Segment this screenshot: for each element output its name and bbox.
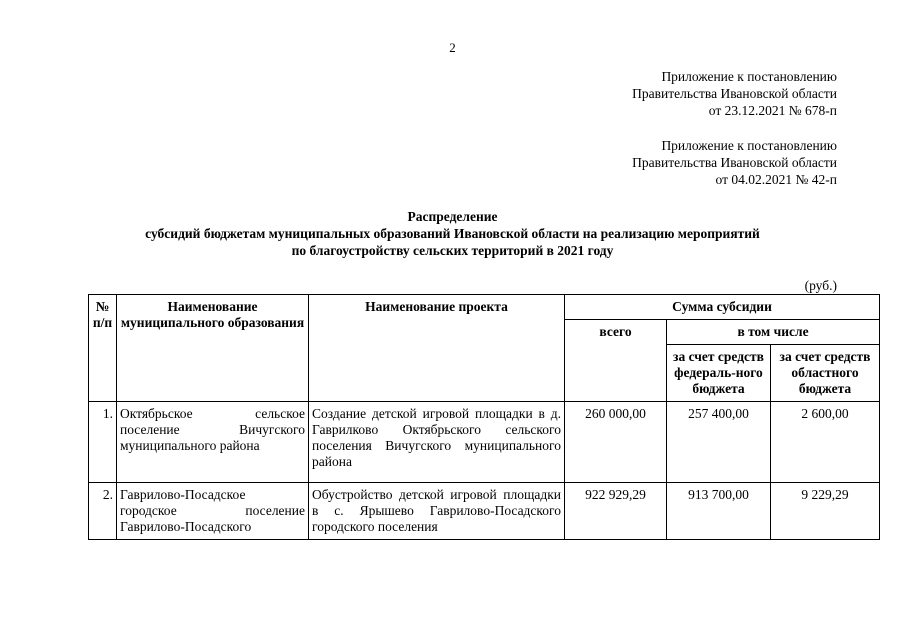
cell-federal: 257 400,00 (667, 402, 771, 483)
appendix-line: Правительства Ивановской области (632, 155, 837, 170)
table-row (89, 402, 880, 483)
appendix-line: Приложение к постановлению (661, 69, 837, 84)
appendix-line: Приложение к постановлению (661, 138, 837, 153)
cell-num: 1. (89, 402, 117, 483)
cell-municipality: Октябрьское сельское поселение Вичугского муниципального района (117, 402, 309, 483)
header-total: всего (565, 320, 667, 402)
cell-project: Обустройство детской игровой площадки в с. Ярышево Гаврилово-Посадского городского поселения (309, 483, 565, 540)
table-row (89, 483, 880, 540)
header-project: Наименование проекта (309, 295, 565, 402)
cell-municipality: Гаврилово-Посадское городское поселение Гаврилово-Посадского (117, 483, 309, 540)
appendix-line: от 04.02.2021 № 42-п (715, 172, 837, 187)
cell-regional: 2 600,00 (771, 402, 880, 483)
cell-regional: 9 229,29 (771, 483, 880, 540)
appendix-line: Правительства Ивановской области (632, 86, 837, 101)
currency-unit: (руб.) (804, 278, 837, 293)
title-line: Распределение (407, 209, 498, 224)
header-regional: за счет средств областного бюджета (771, 345, 880, 402)
cell-federal: 913 700,00 (667, 483, 771, 540)
cell-num: 2. (89, 483, 117, 540)
header-subsidy: Сумма субсидии (565, 295, 880, 320)
appendix-note-original (632, 137, 837, 188)
header-num: № п/п (89, 295, 117, 402)
appendix-line: от 23.12.2021 № 678-п (708, 103, 837, 118)
subsidy-distribution-table (88, 294, 880, 540)
page-number: 2 (449, 40, 456, 55)
appendix-note-current (632, 68, 837, 119)
header-including: в том числе (667, 320, 880, 345)
cell-project: Создание детской игровой площадки в д. Гаврилково Октябрьского сельского поселения Вичугского муниципального района (309, 402, 565, 483)
cell-total: 260 000,00 (565, 402, 667, 483)
title-line: по благоустройству сельских территорий в 2021 году (291, 243, 614, 258)
cell-total: 922 929,29 (565, 483, 667, 540)
header-federal: за счет средств федераль-ного бюджета (667, 345, 771, 402)
title-line: субсидий бюджетам муниципальных образований Ивановской области на реализацию мероприятий (145, 226, 760, 241)
document-title (0, 208, 905, 259)
header-municipality: Наименование муниципального образования (117, 295, 309, 402)
